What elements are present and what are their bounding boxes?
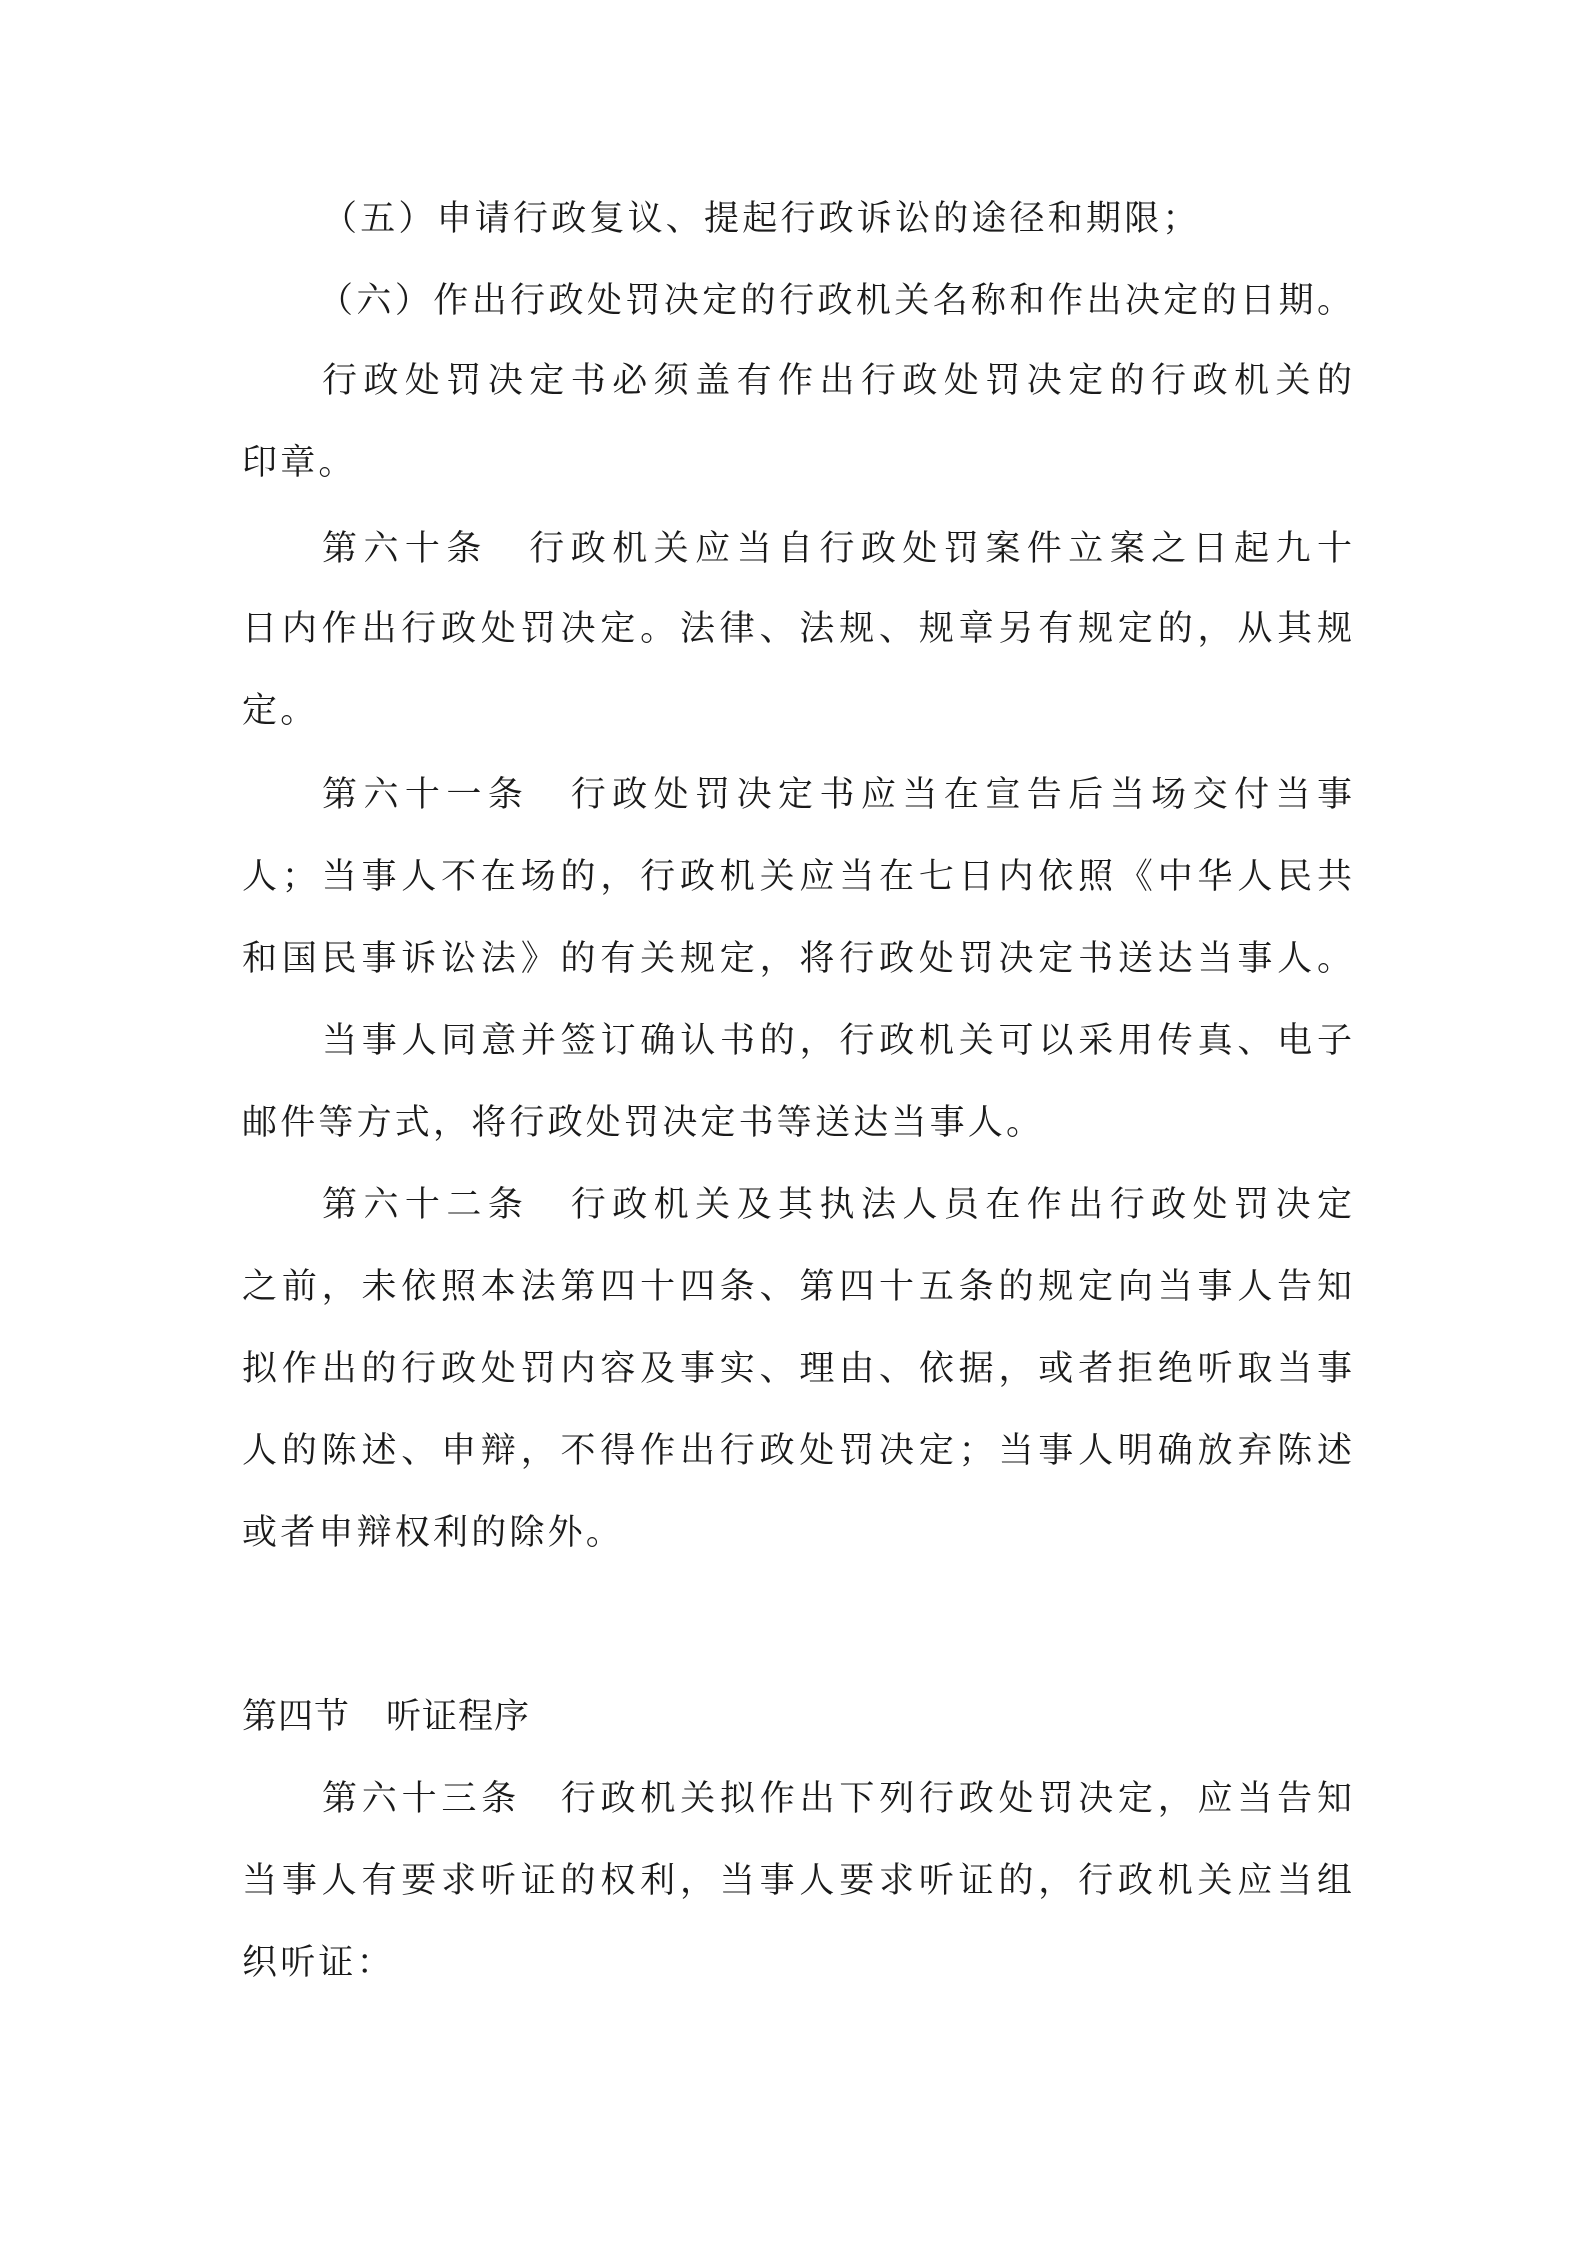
paragraph-consent-line-1: 当事人同意并签订确认书的，行政机关可以采用传真、电子 (322, 1021, 1352, 1061)
article-62-line-2: 之前，未依照本法第四十四条、第四十五条的规定向当事人告知 (242, 1267, 1352, 1307)
article-62-line-3: 拟作出的行政处罚内容及事实、理由、依据，或者拒绝听取当事 (242, 1349, 1352, 1389)
paragraph-seal-line-1: 行政处罚决定书必须盖有作出行政处罚决定的行政机关的 (322, 361, 1352, 401)
article-62-line-4: 人的陈述、申辩，不得作出行政处罚决定；当事人明确放弃陈述 (242, 1431, 1352, 1471)
article-63-line-2: 当事人有要求听证的权利，当事人要求听证的，行政机关应当组 (242, 1861, 1352, 1901)
article-60-line-3: 定。 (242, 691, 319, 731)
article-61-line-2: 人；当事人不在场的，行政机关应当在七日内依照《中华人民共 (242, 857, 1352, 897)
list-item-5: （五）申请行政复议、提起行政诉讼的途径和期限； (322, 199, 1201, 239)
article-62-line-5: 或者申辩权利的除外。 (242, 1513, 625, 1553)
paragraph-consent-line-2: 邮件等方式，将行政处罚决定书等送达当事人。 (242, 1103, 1045, 1143)
article-60-line-2: 日内作出行政处罚决定。法律、法规、规章另有规定的，从其规 (242, 609, 1352, 649)
section-heading: 第四节 听证程序 (242, 1697, 531, 1737)
article-61-line-1: 第六十一条 行政处罚决定书应当在宣告后当场交付当事 (322, 775, 1352, 815)
list-item-6: （六）作出行政处罚决定的行政机关名称和作出决定的日期。 (318, 281, 1352, 321)
article-62-line-1: 第六十二条 行政机关及其执法人员在作出行政处罚决定 (322, 1185, 1352, 1225)
article-63-line-1: 第六十三条 行政机关拟作出下列行政处罚决定，应当告知 (322, 1779, 1352, 1819)
article-60-line-1: 第六十条 行政机关应当自行政处罚案件立案之日起九十 (322, 529, 1352, 569)
article-61-line-3: 和国民事诉讼法》的有关规定，将行政处罚决定书送达当事人。 (242, 939, 1352, 979)
paragraph-seal-line-2: 印章。 (242, 443, 357, 483)
article-63-line-3: 织听证： (242, 1943, 395, 1983)
